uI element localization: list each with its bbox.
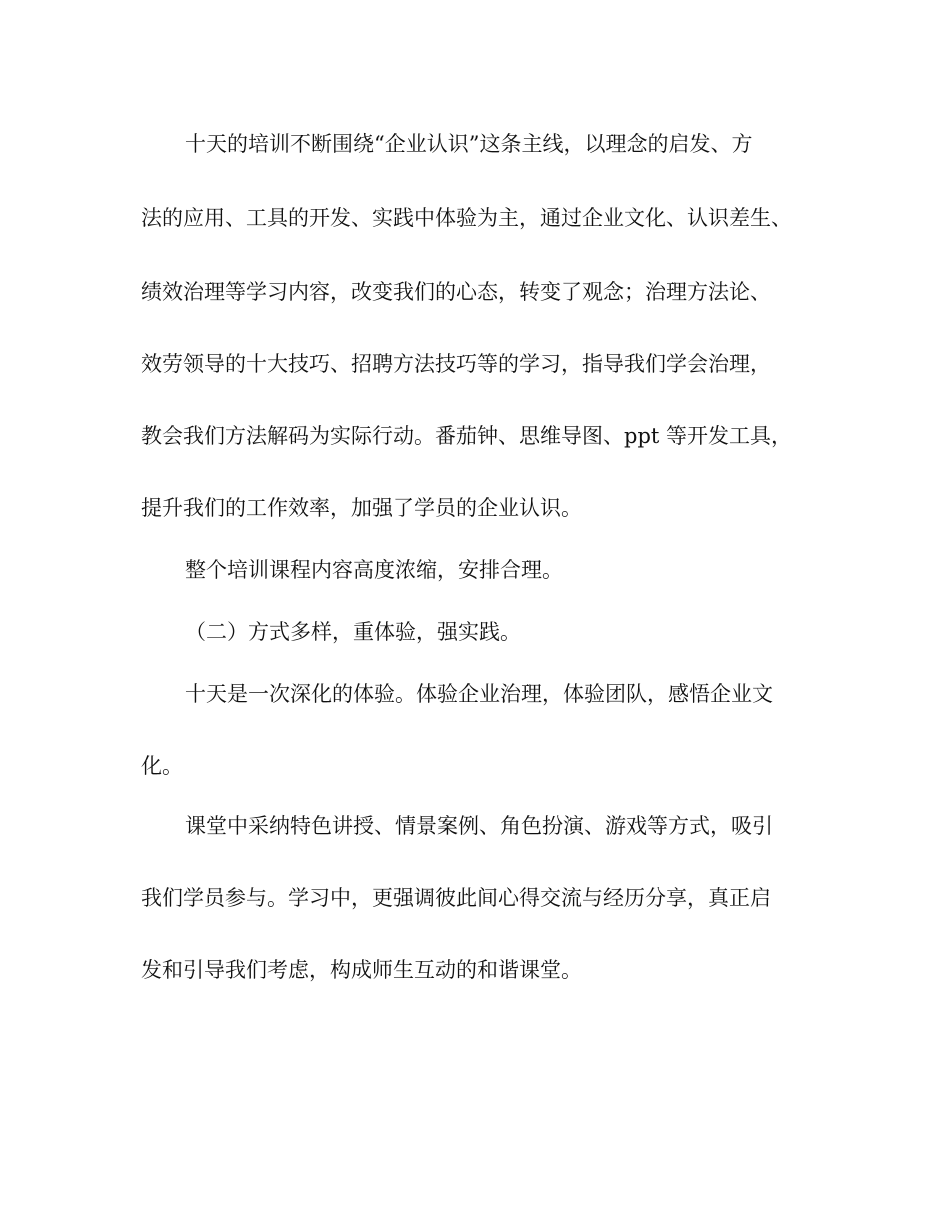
paragraph-1-line-6: 提升我们的工作效率，加强了学员的企业认识。 [141, 496, 582, 520]
paragraph-1-line-2: 法的应用、工具的开发、实践中体验为主，通过企业文化、认识差生、 [141, 206, 792, 230]
section-heading-2: （二）方式多样，重体验，强实践。 [185, 620, 521, 644]
paragraph-1-line-3: 绩效治理等学习内容，改变我们的心态，转变了观念；治理方法论、 [141, 280, 771, 304]
paragraph-1-line-5: 教会我们方法解码为实际行动。番茄钟、思维导图、ppt 等开发工具， [141, 424, 792, 448]
paragraph-1-line-1: 十天的培训不断围绕“企业认识”这条主线，以理念的启发、方 [185, 132, 753, 156]
paragraph-4-line-3: 发和引导我们考虑，构成师生互动的和谐课堂。 [141, 958, 582, 982]
paragraph-3-line-1: 十天是一次深化的体验。体验企业治理，体验团队，感悟企业文 [185, 682, 773, 706]
paragraph-4-line-1: 课堂中采纳特色讲授、情景案例、角色扮演、游戏等方式，吸引 [185, 814, 773, 838]
paragraph-4-line-2: 我们学员参与。学习中，更强调彼此间心得交流与经历分享，真正启 [141, 886, 771, 910]
paragraph-1-line-4: 效劳领导的十大技巧、招聘方法技巧等的学习，指导我们学会治理， [141, 352, 771, 376]
paragraph-2-line-1: 整个培训课程内容高度浓缩，安排合理。 [185, 558, 563, 582]
paragraph-3-line-2: 化。 [141, 754, 183, 778]
